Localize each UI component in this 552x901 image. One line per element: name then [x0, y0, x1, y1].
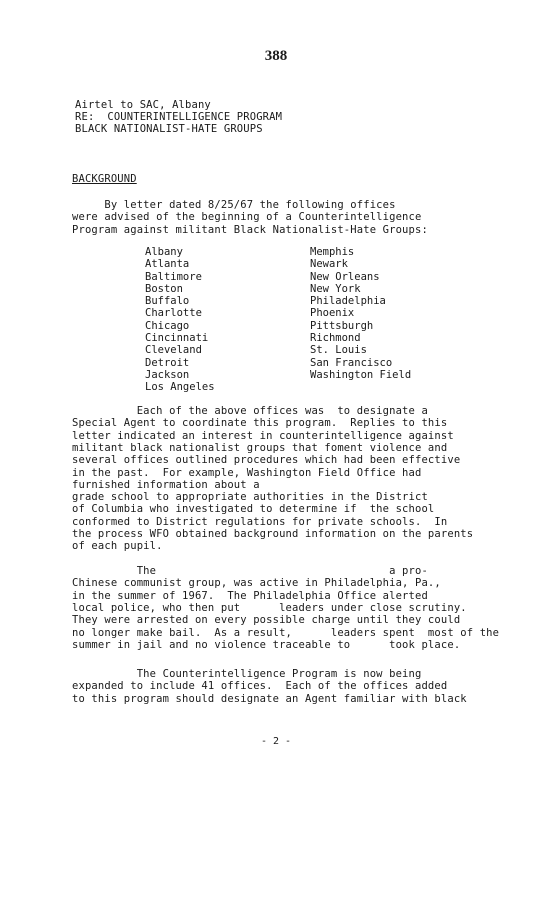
text-line: summer in jail and no violence traceable to took place.	[72, 638, 461, 651]
section-title: BACKGROUND	[72, 173, 137, 185]
text-line: The Counterintelligence Program is now being	[72, 668, 422, 680]
text-line: of Columbia who investigated to determine if the school	[72, 503, 435, 516]
office-name: St. Louis	[310, 344, 367, 357]
office-name: Los Angeles	[145, 381, 215, 394]
text-line: Chinese communist group, was active in Philadelphia, Pa.,	[72, 577, 441, 590]
office-name: Phoenix	[310, 307, 355, 320]
header-line-3: BLACK NATIONALIST-HATE GROUPS	[75, 123, 263, 135]
office-name: Cleveland	[145, 344, 202, 357]
office-name: Chicago	[145, 319, 190, 332]
office-name: Charlotte	[145, 307, 202, 320]
text-line: expanded to include 41 offices. Each of the offices added	[72, 680, 448, 693]
text-line: of each pupil.	[72, 540, 163, 553]
text-line: several offices outlined procedures which had been effective	[72, 454, 461, 467]
office-name: Newark	[310, 258, 348, 271]
offices-column-1	[145, 246, 215, 394]
office-name: Albany	[145, 246, 183, 258]
office-name: San Francisco	[310, 356, 393, 369]
office-name: Richmond	[310, 332, 361, 345]
office-name: Philadelphia	[310, 295, 386, 308]
text-line: to this program should designate an Agent familiar with black	[72, 692, 467, 705]
office-name: New Orleans	[310, 270, 380, 283]
office-name: Jackson	[145, 368, 190, 381]
page-footer: - 2 -	[260, 736, 292, 747]
office-name: Atlanta	[145, 258, 190, 271]
office-name: Detroit	[145, 356, 190, 369]
office-name: Cincinnati	[145, 332, 209, 345]
text-line: militant black nationalist groups that foment violence and	[72, 441, 448, 454]
text-line: furnished information about a	[72, 478, 260, 491]
office-name: Pittsburgh	[310, 319, 374, 332]
text-line: letter indicated an interest in counterintelligence against	[72, 429, 454, 442]
text-line: in the summer of 1967. The Philadelphia Office alerted	[72, 589, 428, 602]
text-line: grade school to appropriate authorities in the District	[72, 491, 428, 504]
text-line: By letter dated 8/25/67 the following offices	[72, 199, 396, 211]
text-line: were advised of the beginning of a Counterintelligence	[72, 211, 422, 224]
office-name: New York	[310, 282, 361, 295]
office-name: Baltimore	[145, 270, 202, 283]
text-line: Special Agent to coordinate this program. Replies to this	[72, 417, 448, 430]
office-name: Buffalo	[145, 295, 190, 308]
office-name: Washington Field	[310, 368, 412, 381]
text-line: no longer make bail. As a result, leaders spent most of the	[72, 626, 500, 639]
page-number: 388	[264, 48, 288, 64]
text-line: conformed to District regulations for private schools. In	[72, 515, 448, 528]
header-line-2: RE: COUNTERINTELLIGENCE PROGRAM	[75, 111, 283, 123]
text-line: the process WFO obtained background information on the parents	[72, 528, 474, 540]
text-line: They were arrested on every possible charge until they could	[72, 614, 461, 627]
header-line-1: Airtel to SAC, Albany	[75, 99, 211, 111]
text-line: in the past. For example, Washington Field Office had	[72, 466, 422, 479]
offices-column-2	[310, 246, 411, 381]
office-name: Memphis	[310, 246, 355, 258]
text-line: Program against militant Black Nationalist-Hate Groups:	[72, 223, 428, 236]
office-name: Boston	[145, 282, 183, 295]
text-line: local police, who then put leaders under close scrutiny.	[72, 601, 467, 614]
text-line: The a pro-	[72, 565, 428, 577]
text-line: Each of the above offices was to designate a	[72, 405, 428, 417]
